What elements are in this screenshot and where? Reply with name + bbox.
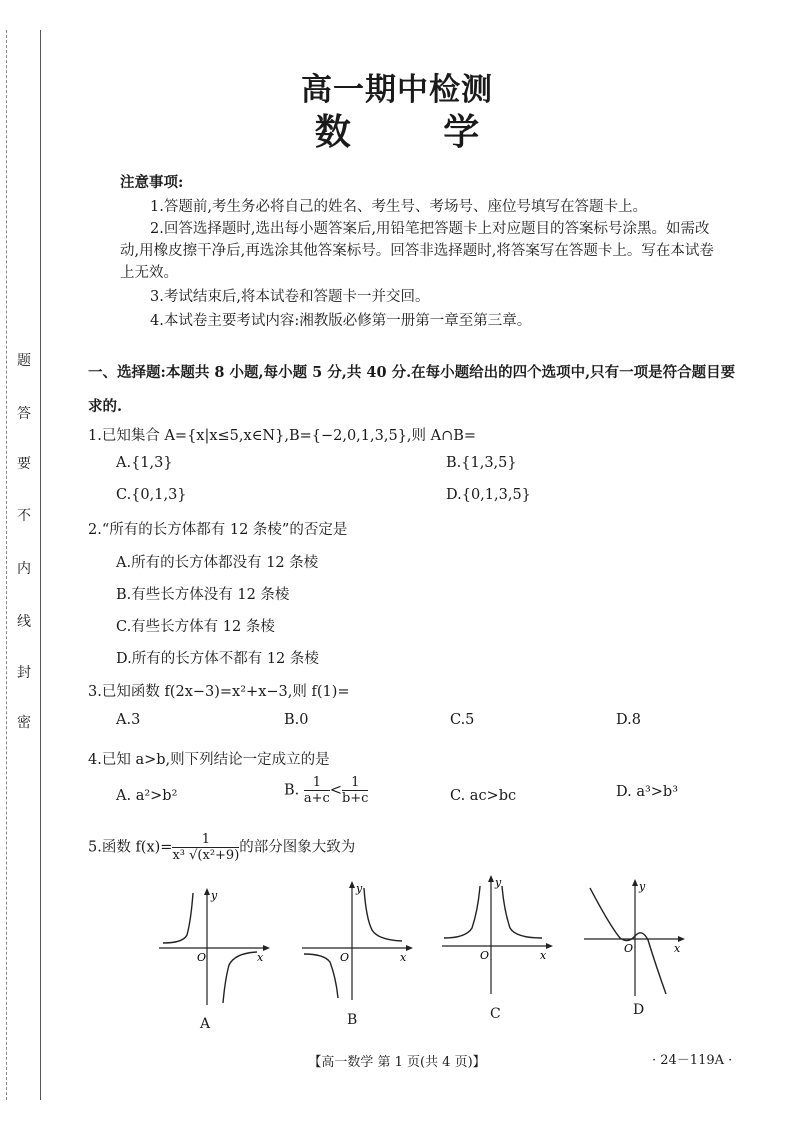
q4-option-b	[284, 775, 368, 806]
binding-margin	[0, 0, 58, 1124]
q1-option-a: A.{1,3}	[116, 455, 173, 471]
question-1-stem: 1.已知集合 A={x|x≤5,x∈N},B={−2,0,1,3,5},则 A∩B=	[88, 428, 477, 444]
notice-item: 2.回答选择题时,选出每小题答案后,用铅笔把答题卡上对应题目的答案标号涂黑。如需改动,用橡皮擦干净后,再选涂其他答案标号。回答非选择题时,将答案写在答题卡上。写在本试卷上无效。	[120, 221, 714, 281]
graph-a	[155, 885, 275, 1010]
q2-option-a: A.所有的长方体都没有 12 条棱	[116, 555, 319, 571]
notice-item: 1.答题前,考生务必将自己的姓名、考生号、考场号、座位号填写在答题卡上。	[150, 199, 647, 215]
fraction-numerator: 1	[172, 832, 239, 848]
x-axis-label: x	[400, 951, 407, 964]
q2-option-d: D.所有的长方体不都有 12 条棱	[116, 651, 319, 667]
seal-char: 要	[17, 456, 31, 472]
less-than: <	[329, 782, 342, 799]
seal-char: 内	[17, 561, 31, 577]
binding-dashed-line	[6, 30, 7, 1100]
graph-b	[298, 878, 418, 1003]
q2-option-c: C.有些长方体有 12 条棱	[116, 619, 275, 635]
fraction-numerator: 1	[304, 775, 330, 791]
q1-option-b: B.{1,3,5}	[446, 455, 517, 471]
q4-option-a: A. a²>b²	[116, 788, 178, 804]
question-2-stem: 2.“所有的长方体都有 12 条棱”的否定是	[88, 522, 348, 538]
q5-stem-suffix: 的部分图象大致为	[239, 839, 356, 856]
question-4-stem: 4.已知 a>b,则下列结论一定成立的是	[88, 752, 330, 768]
question-5-stem	[88, 832, 355, 863]
notice-item: 4.本试卷主要考试内容:湘教版必修第一册第一章至第三章。	[150, 313, 532, 329]
graph-d	[580, 876, 690, 1001]
q1-option-c: C.{0,1,3}	[116, 487, 187, 503]
x-axis-label: x	[674, 942, 681, 955]
subject-title: 数 学	[314, 111, 520, 153]
y-axis-label: y	[356, 882, 363, 895]
q3-option-d: D.8	[616, 712, 641, 728]
origin-label: O	[480, 949, 490, 962]
notice-heading: 注意事项:	[120, 174, 184, 191]
page-footer: 【高一数学 第 1 页(共 4 页)】	[308, 1055, 486, 1070]
origin-label: O	[197, 951, 207, 964]
fraction	[304, 775, 330, 806]
seal-char: 不	[17, 508, 31, 524]
graph-c	[438, 872, 558, 997]
graph-b-label: B	[347, 1012, 358, 1028]
fraction-denominator: x³ √(x²+9)	[172, 848, 240, 863]
q3-option-a: A.3	[116, 712, 141, 728]
notice-item: 3.考试结束后,将本试卷和答题卡一并交回。	[150, 289, 430, 305]
y-axis-label: y	[639, 880, 646, 893]
graph-c-label: C	[490, 1006, 501, 1022]
x-axis-label: x	[257, 951, 264, 964]
seal-char: 封	[17, 665, 31, 681]
exam-title: 高一期中检测	[301, 72, 493, 108]
q3-option-c: C.5	[450, 712, 475, 728]
seal-char: 答	[17, 406, 31, 422]
y-axis-label: y	[211, 889, 218, 902]
fraction-denominator: a+c	[303, 791, 330, 806]
graph-d-label: D	[633, 1002, 645, 1018]
q4-option-c: C. ac>bc	[450, 788, 517, 804]
question-3-stem: 3.已知函数 f(2x−3)=x²+x−3,则 f(1)=	[88, 684, 350, 700]
section-text: 一、选择题:本题共 8 小题,每小题 5 分,共 40 分.在每小题给出的四个选项中,只有一项是符合题目要求的.	[88, 364, 736, 415]
seal-char: 题	[17, 353, 31, 369]
x-axis-label: x	[540, 949, 547, 962]
binding-line	[40, 30, 41, 1100]
q5-stem-prefix: 5.函数 f(x)=	[88, 839, 173, 856]
q3-option-b: B.0	[284, 712, 309, 728]
q4-option-d: D. a³>b³	[616, 784, 679, 800]
seal-char: 密	[17, 715, 31, 731]
fraction-denominator: b+c	[341, 791, 369, 806]
graph-a-label: A	[200, 1016, 211, 1032]
q4-b-prefix: B.	[284, 782, 300, 799]
exam-code: · 24－119A ·	[652, 1053, 733, 1068]
q1-option-d: D.{0,1,3,5}	[446, 487, 531, 503]
fraction	[172, 832, 239, 863]
origin-label: O	[624, 942, 634, 955]
origin-label: O	[340, 951, 350, 964]
q2-option-b: B.有些长方体没有 12 条棱	[116, 587, 290, 603]
seal-char: 线	[17, 614, 31, 630]
y-axis-label: y	[495, 876, 502, 889]
fraction	[342, 775, 369, 806]
fraction-numerator: 1	[342, 775, 369, 791]
section-heading	[88, 356, 758, 424]
